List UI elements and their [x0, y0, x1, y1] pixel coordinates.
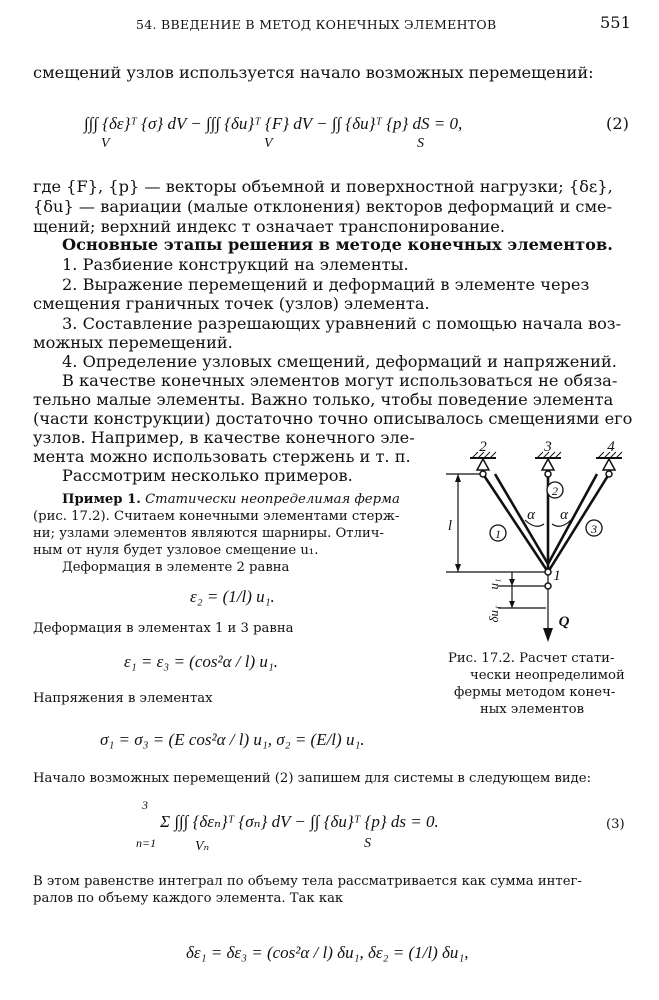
eq2-limit-v1: V [101, 136, 110, 151]
example-label: Пример 1. [62, 492, 141, 507]
eq3-limit-s: S [364, 836, 371, 851]
eq3-limit-vn: Vₙ [195, 839, 210, 854]
para-line-1: В качестве конечных элементов могут использоваться не обяза- [62, 371, 618, 390]
intro-line: смещений узлов используется начало возможных перемещений: [33, 63, 594, 82]
para-line-3: (части конструкции) достаточно точно описывалось смещениями его [33, 409, 633, 428]
load-q-label: Q [558, 614, 570, 630]
deform-2-text: Деформация в элементе 2 равна [62, 560, 290, 575]
closing-line-2: ралов по объему каждого элемента. Так как [33, 891, 344, 906]
equation-last: δε₁ = δε₃ = (cos²α / l) δu₁, δε₂ = (1/l) δu₁, [186, 943, 469, 962]
para-line-2: тельно малые элементы. Важно только, чтобы поведение элемента [33, 390, 614, 409]
figure-caption-line-2: чески неопределимой [470, 668, 625, 683]
equation-3-number: (3) [606, 817, 625, 832]
example-line-3: ным от нуля будет узловое смещение u₁. [33, 543, 319, 558]
stages-heading: Основные этапы решения в методе конечных элементов. [62, 235, 613, 254]
node-4-label: 4 [607, 440, 615, 455]
para-line-5: мента можно использовать стержень и т. п. [33, 447, 411, 466]
stage-2-line-2: смещения граничных точек (узлов) элемента. [33, 294, 430, 313]
alpha-right-label: α [560, 507, 568, 523]
stage-4: 4. Определение узловых смещений, деформаций и напряжений. [62, 352, 617, 371]
running-header: 54. ВВЕДЕНИЕ В МЕТОД КОНЕЧНЫХ ЭЛЕМЕНТОВ [136, 17, 497, 32]
where-line-1: где {F}, {p} — векторы объемной и поверхностной нагрузки; {δε}, [33, 177, 613, 196]
where-line-2: {δu} — вариации (малые отклонения) векторов деформаций и сме- [33, 197, 613, 216]
eq2-limit-s: S [417, 136, 424, 151]
equation-2: ∫∫∫ {δε}ᵀ {σ} dV − ∫∫∫ {δu}ᵀ {F} dV − ∫∫ {δu}ᵀ {p} dS = 0, [84, 114, 463, 133]
where-line-3: щений; верхний индекс т означает транспонирование. [33, 217, 506, 236]
member-1-label: 1 [495, 527, 501, 541]
member-3-label: 3 [591, 522, 597, 536]
stress-text: Напряжения в элементах [33, 691, 213, 706]
deform-13-text: Деформация в элементах 1 и 3 равна [33, 621, 294, 636]
equation-sigma: σ₁ = σ₃ = (E cos²α / l) u₁, σ₂ = (E/l) u₁. [100, 730, 365, 749]
node-3-label: 3 [544, 440, 552, 455]
equation-3: Σ ∫∫∫ {δεₙ}ᵀ {σₙ} dV − ∫∫ {δu}ᵀ {p} ds = 0. [160, 812, 439, 831]
example-1-title-line [62, 491, 400, 508]
example-line-1: (рис. 17.2). Считаем конечными элементами стерж- [33, 509, 400, 524]
displacement-label: u₁ [486, 578, 501, 590]
figure-caption-line-3: фермы методом конеч- [454, 685, 616, 700]
stage-3-line-1: 3. Составление разрешающих уравнений с помощью начала воз- [62, 314, 622, 333]
stage-3-line-2: можных перемещений. [33, 333, 233, 352]
figure-caption-line-1: Рис. 17.2. Расчет стати- [448, 651, 615, 666]
node-1-label: 1 [553, 568, 561, 584]
equation-eps2: ε₂ = (1/l) u₁. [190, 587, 275, 606]
example-line-2: ни; узлами элементов являются шарниры. Отлич- [33, 526, 384, 541]
stage-1: 1. Разбиение конструкций на элементы. [62, 255, 409, 274]
page-number: 551 [600, 13, 631, 32]
equation-eps13: ε₁ = ε₃ = (cos²α / l) u₁. [124, 652, 279, 671]
eq3-sum-bottom: n=1 [136, 836, 157, 850]
para-line-6: Рассмотрим несколько примеров. [62, 466, 353, 485]
figure-caption-line-4: ных элементов [480, 702, 584, 717]
alpha-left-label: α [527, 507, 535, 523]
eq2-limit-v2: V [264, 136, 273, 151]
stage-2-line-1: 2. Выражение перемещений и деформаций в элементе через [62, 275, 590, 294]
member-2-label: 2 [552, 484, 558, 498]
example-title: Статически неопределимая ферма [145, 492, 400, 507]
variation-displacement-label: δu₁ [486, 605, 501, 623]
eq3-sum-top: 3 [142, 798, 148, 812]
truss-figure [440, 440, 645, 650]
closing-line-1: В этом равенстве интеграл по объему тела рассматривается как сумма интег- [33, 874, 582, 889]
node-2-label: 2 [479, 440, 487, 455]
length-label: l [447, 518, 453, 534]
eq3-intro: Начало возможных перемещений (2) запишем для системы в следующем виде: [33, 771, 592, 786]
equation-2-number: (2) [606, 114, 629, 133]
para-line-4: узлов. Например, в качестве конечного эле- [33, 428, 415, 447]
